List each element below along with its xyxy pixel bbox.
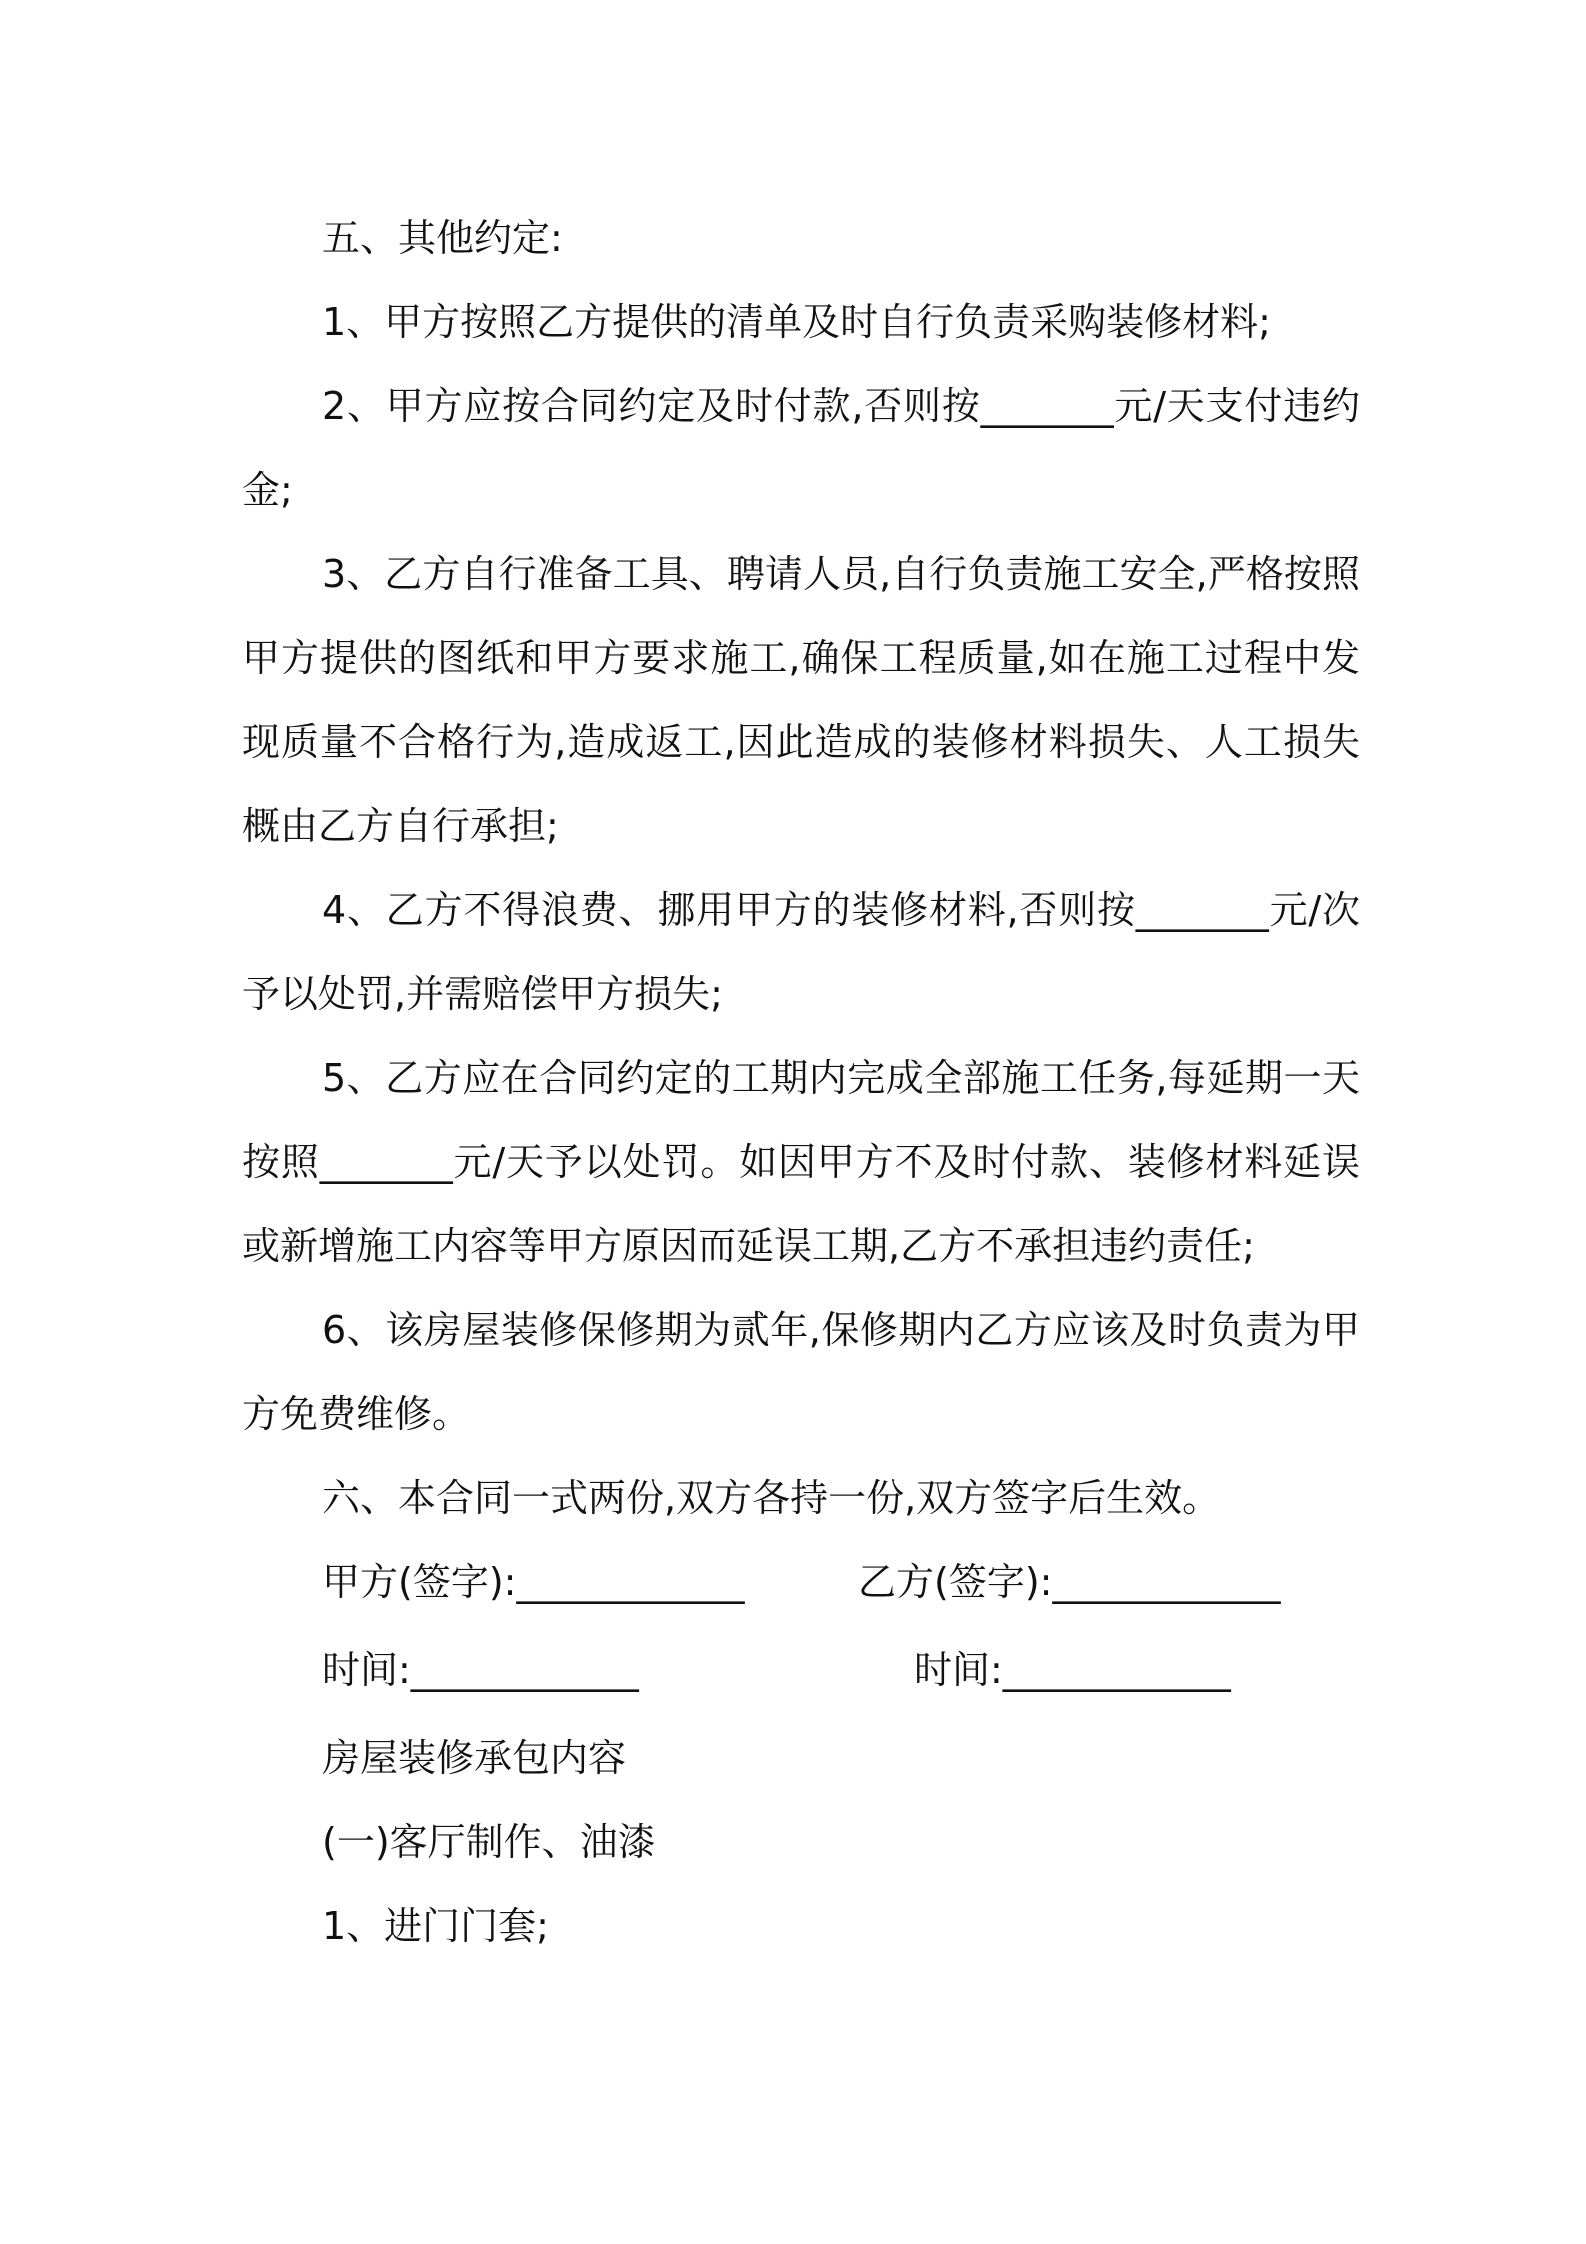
- document-body: [242, 196, 1360, 1968]
- signature-row: [242, 1540, 1360, 1628]
- section-6-text: 六、本合同一式两份,双方各持一份,双方签字后生效。: [322, 1476, 1221, 1520]
- section-5-item-1: 1、甲方按照乙方提供的清单及时自行负责采购装修材料;: [322, 300, 1271, 344]
- appendix-title: 房屋装修承包内容: [322, 1736, 627, 1780]
- section-5-item-6: 6、该房屋装修保修期为贰年,保修期内乙方应该及时负责为甲方免费维修。: [242, 1308, 1360, 1436]
- appendix-subtitle: (一)客厅制作、油漆: [322, 1820, 656, 1864]
- appendix-item-1: 1、进门门套;: [322, 1904, 549, 1948]
- section-5-item-2: 2、甲方应按合同约定及时付款,否则按_______元/天支付违约金;: [242, 384, 1360, 512]
- party-b-signature: 乙方(签字):____________: [858, 1560, 1281, 1604]
- section-5-heading: 五、其他约定:: [322, 216, 563, 260]
- party-a-date: 时间:____________: [322, 1648, 639, 1692]
- section-5-item-3: 3、乙方自行准备工具、聘请人员,自行负责施工安全,严格按照甲方提供的图纸和甲方要求施工,确保工程质量,如在施工过程中发现质量不合格行为,造成返工,因此造成的装修材料损失、人工损失概由乙方自行承担;: [242, 552, 1360, 848]
- party-a-signature: 甲方(签字):____________: [322, 1560, 745, 1604]
- party-b-date: 时间:____________: [914, 1648, 1231, 1692]
- date-row: [242, 1628, 1360, 1716]
- section-5-item-5: 5、乙方应在合同约定的工期内完成全部施工任务,每延期一天按照_______元/天予以处罚。如因甲方不及时付款、装修材料延误或新增施工内容等甲方原因而延误工期,乙方不承担违约责任;: [242, 1056, 1360, 1268]
- section-5-item-4: 4、乙方不得浪费、挪用甲方的装修材料,否则按_______元/次予以处罚,并需赔偿甲方损失;: [242, 888, 1360, 1016]
